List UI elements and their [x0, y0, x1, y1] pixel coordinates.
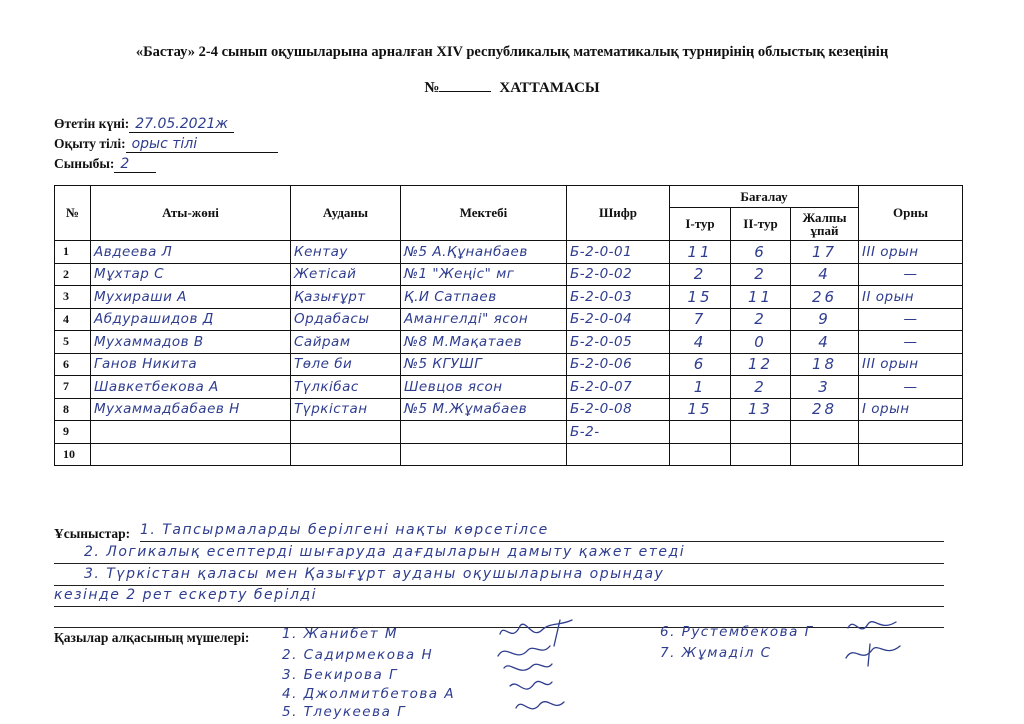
grade-label: Сыныбы:: [54, 156, 115, 171]
language-field: [54, 136, 278, 153]
header-place: Орны: [859, 186, 963, 241]
total-score: 4: [791, 263, 859, 286]
header-district: Ауданы: [291, 186, 401, 241]
table-row: [55, 286, 963, 309]
student-code: Б-2-0-07: [567, 376, 670, 399]
document-title: «Бастау» 2-4 сынып оқушыларына арналған XIV республикалық математикалық турнирінің облыстық кезеңінің: [135, 44, 889, 60]
jury-member: 6. Рустембекова Г: [660, 624, 814, 640]
row-number: 2: [55, 263, 91, 286]
student-district: Төле би: [291, 353, 401, 376]
round1-score: [670, 421, 731, 444]
student-place: —: [859, 308, 963, 331]
header-assessment: Бағалау: [670, 186, 859, 208]
table-row: [55, 353, 963, 376]
student-code: Б-2-0-06: [567, 353, 670, 376]
table-row: [55, 376, 963, 399]
total-score: 3: [791, 376, 859, 399]
student-name: Мұхтар С: [91, 263, 291, 286]
student-code: Б-2-0-02: [567, 263, 670, 286]
round2-score: 2: [731, 308, 791, 331]
student-code: Б-2-0-04: [567, 308, 670, 331]
round1-score: 1: [670, 376, 731, 399]
student-place: —: [859, 263, 963, 286]
round2-score: [731, 421, 791, 444]
student-school: №8 М.Мақатаев: [401, 331, 567, 354]
round2-score: 6: [731, 241, 791, 264]
header-num: №: [55, 186, 91, 241]
header-school: Мектебі: [401, 186, 567, 241]
jury-member: 1. Жанибет М: [282, 626, 399, 642]
row-number: 1: [55, 241, 91, 264]
student-district: Сайрам: [291, 331, 401, 354]
table-row: [55, 443, 963, 466]
protocol-number-prefix: №: [424, 80, 440, 96]
total-score: 4: [791, 331, 859, 354]
student-name: Ганов Никита: [91, 353, 291, 376]
student-place: ІІІ орын: [859, 241, 963, 264]
student-name: Мухаммадбабаев Н: [91, 398, 291, 421]
student-school: №1 "Жеңіс" мг: [401, 263, 567, 286]
round1-score: 15: [670, 398, 731, 421]
student-school: Амангелді" ясон: [401, 308, 567, 331]
results-table: [54, 185, 963, 466]
jury-signatures-left: [490, 616, 590, 724]
student-school: Шевцов ясон: [401, 376, 567, 399]
student-name: [91, 443, 291, 466]
header-round2: ІІ-тур: [731, 208, 791, 241]
recommendation-underline: [140, 541, 944, 542]
recommendation-line: 3. Түркістан қаласы мен Қазығұрт ауданы оқушыларына орындау: [54, 566, 944, 586]
student-school: №5 КГУШГ: [401, 353, 567, 376]
round2-score: 2: [731, 263, 791, 286]
student-name: Авдеева Л: [91, 241, 291, 264]
jury-member: 3. Бекирова Г: [282, 667, 399, 683]
round1-score: 4: [670, 331, 731, 354]
student-name: Мухираши А: [91, 286, 291, 309]
total-score: [791, 421, 859, 444]
grade-value: 2: [114, 156, 156, 173]
round1-score: 6: [670, 353, 731, 376]
date-label: Өтетін күні:: [54, 116, 130, 131]
round1-score: 7: [670, 308, 731, 331]
student-name: [91, 421, 291, 444]
student-name: Абдурашидов Д: [91, 308, 291, 331]
header-name: Аты-жөні: [91, 186, 291, 241]
jury-member: 2. Садирмекова Н: [282, 647, 434, 663]
student-school: [401, 421, 567, 444]
total-score: 28: [791, 398, 859, 421]
row-number: 7: [55, 376, 91, 399]
student-district: Ордабасы: [291, 308, 401, 331]
table-row: [55, 241, 963, 264]
student-code: Б-2-0-01: [567, 241, 670, 264]
table-row: [55, 263, 963, 286]
row-number: 3: [55, 286, 91, 309]
recommendation-line: 1. Тапсырмаларды берілгені нақты көрсетілсе: [140, 522, 549, 538]
round1-score: 2: [670, 263, 731, 286]
row-number: 6: [55, 353, 91, 376]
recommendation-line: кезінде 2 рет ескерту берілді: [54, 587, 944, 607]
student-code: Б-2-0-03: [567, 286, 670, 309]
table-row: [55, 331, 963, 354]
row-number: 9: [55, 421, 91, 444]
jury-member: 5. Тлеукеева Г: [282, 704, 407, 720]
jury-signatures-right: [840, 614, 910, 674]
round2-score: [731, 443, 791, 466]
student-place: ІІІ орын: [859, 353, 963, 376]
student-district: Кентау: [291, 241, 401, 264]
student-name: Мухаммадов В: [91, 331, 291, 354]
row-number: 5: [55, 331, 91, 354]
header-round1: І-тур: [670, 208, 731, 241]
round1-score: 11: [670, 241, 731, 264]
round2-score: 0: [731, 331, 791, 354]
protocol-heading: [0, 80, 1024, 97]
total-score: 18: [791, 353, 859, 376]
student-district: [291, 421, 401, 444]
date-field: [54, 116, 234, 133]
student-place: І орын: [859, 398, 963, 421]
row-number: 4: [55, 308, 91, 331]
student-school: [401, 443, 567, 466]
round1-score: [670, 443, 731, 466]
grade-field: [54, 156, 156, 173]
student-district: Жетісай: [291, 263, 401, 286]
table-row: [55, 308, 963, 331]
student-place: [859, 443, 963, 466]
jury-label: Қазылар алқасының мүшелері:: [54, 630, 250, 645]
round1-score: 15: [670, 286, 731, 309]
student-code: [567, 443, 670, 466]
student-district: Түркістан: [291, 398, 401, 421]
language-value: орыс тілі: [126, 136, 278, 153]
student-place: —: [859, 331, 963, 354]
date-value: 27.05.2021ж: [129, 116, 234, 133]
student-code: Б-2-0-08: [567, 398, 670, 421]
recommendation-line: 2. Логикалық есептерді шығаруда дағдыларын дамыту қажет етеді: [54, 544, 944, 564]
student-code: Б-2-: [567, 421, 670, 444]
round2-score: 13: [731, 398, 791, 421]
jury-member: 4. Джолмитбетова А: [282, 686, 456, 702]
round2-score: 11: [731, 286, 791, 309]
student-code: Б-2-0-05: [567, 331, 670, 354]
table-row: [55, 398, 963, 421]
student-name: Шавкетбекова А: [91, 376, 291, 399]
recommendations-label: Ұсыныстар:: [54, 526, 131, 541]
protocol-label: ХАТТАМАСЫ: [499, 80, 600, 96]
student-school: Қ.И Сатпаев: [401, 286, 567, 309]
row-number: 10: [55, 443, 91, 466]
student-district: Қазығұрт: [291, 286, 401, 309]
total-score: 26: [791, 286, 859, 309]
total-score: 9: [791, 308, 859, 331]
language-label: Оқыту тілі:: [54, 136, 126, 151]
student-place: [859, 421, 963, 444]
round2-score: 2: [731, 376, 791, 399]
jury-member: 7. Жұмаділ С: [660, 645, 772, 661]
student-place: ІІ орын: [859, 286, 963, 309]
round2-score: 12: [731, 353, 791, 376]
table-row: [55, 421, 963, 444]
header-code: Шифр: [567, 186, 670, 241]
row-number: 8: [55, 398, 91, 421]
protocol-number-blank: [439, 91, 491, 92]
total-score: [791, 443, 859, 466]
student-district: Түлкібас: [291, 376, 401, 399]
student-district: [291, 443, 401, 466]
header-total: Жалпы ұпай: [791, 208, 859, 241]
student-place: —: [859, 376, 963, 399]
total-score: 17: [791, 241, 859, 264]
student-school: №5 А.Құнанбаев: [401, 241, 567, 264]
student-school: №5 М.Жұмабаев: [401, 398, 567, 421]
